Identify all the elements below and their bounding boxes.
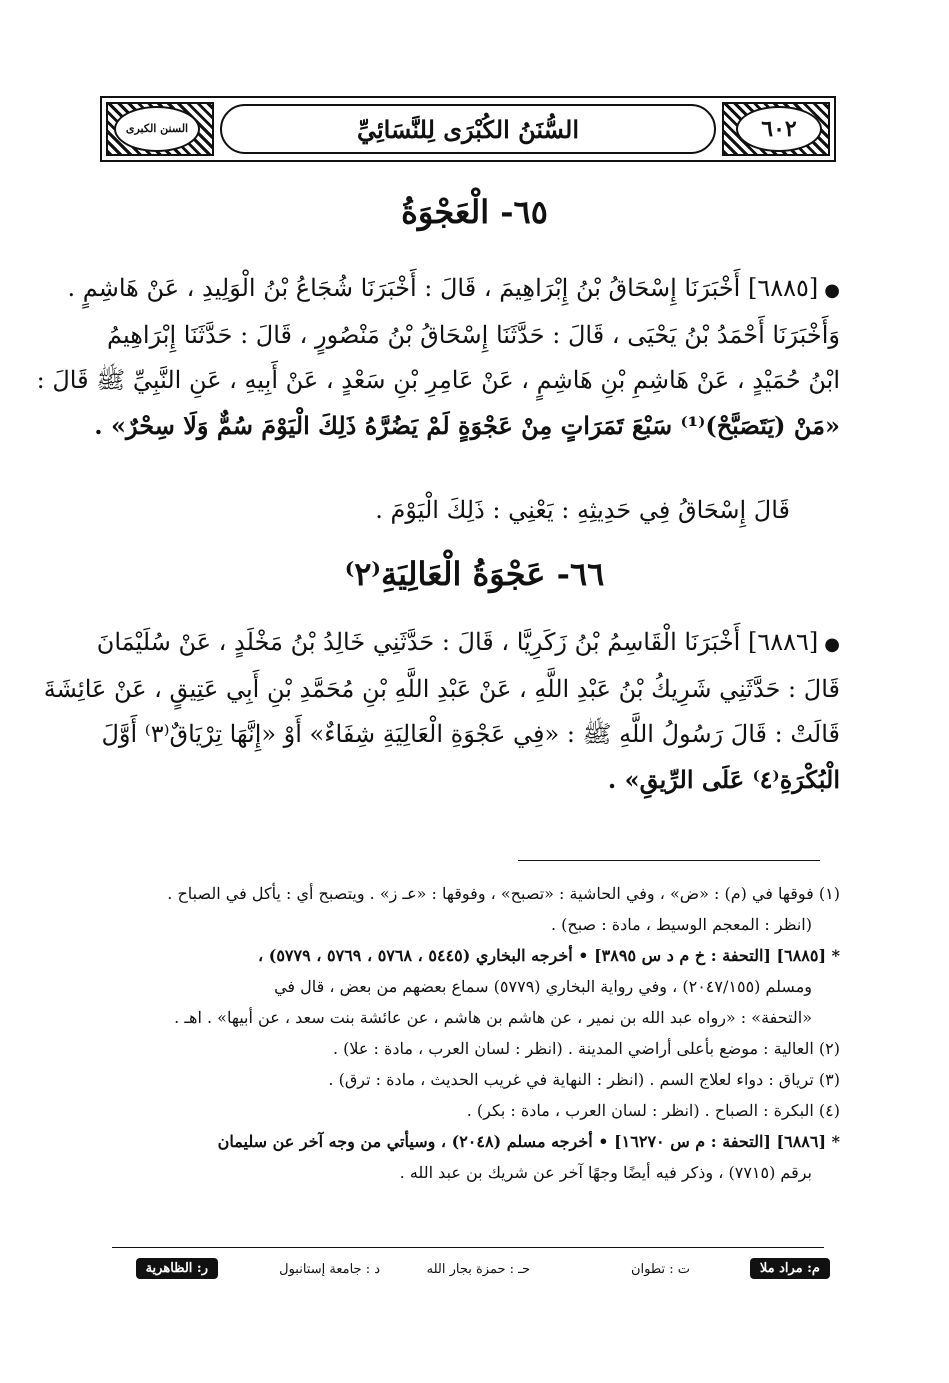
hadith-line: ابْنُ حُمَيْدٍ ، عَنْ هَاشِمِ بْنِ هَاشِمٍ ، عَنْ عَامِرِ بْنِ سَعْدٍ ، عَنْ أَبِيهِ ، عَنِ النَّبِيِّ ﷺ قَالَ : <box>36 366 840 394</box>
footnote-line: * [٦٨٨٥] [التحفة : خ م د س ٣٨٩٥] • أخرجه البخاري (٥٤٤٥ ، ٥٧٦٨ ، ٥٧٦٩ ، ٥٧٧٩) ، <box>258 946 840 965</box>
bullet-icon: ● <box>824 280 840 301</box>
hadith-line: الْبُكْرَةِ⁽٤⁾ عَلَى الرِّيقِ» . <box>607 765 840 794</box>
manuscript-h: حـ : حمزة بجار الله <box>426 1262 530 1277</box>
manuscript-r: ر: الظاهرية <box>136 1258 218 1279</box>
hadith-6886 <box>43 620 840 802</box>
footer-separator <box>112 1247 824 1248</box>
manuscript-d: د : جامعة إستانبول <box>279 1262 380 1277</box>
hadith-line: قَالَ : حَدَّثَنِي شَرِيكُ بْنُ عَبْدِ اللَّهِ ، عَنْ عَبْدِ اللَّهِ بْنِ مُحَمَّدِ بْنِ أَبِي عَتِيقٍ ، عَنْ عَائِشَةَ <box>43 675 840 703</box>
footnotes <box>110 878 840 1188</box>
book-title: السُّنَنُ الكُبْرَى لِلنَّسَائِيِّ <box>220 104 716 154</box>
page-number: ٦٠٢ <box>736 106 822 152</box>
manuscript-t: ت : تطوان <box>630 1262 690 1277</box>
footnote-line: «التحفة» : «رواه عبد الله بن نمير ، عن هاشم بن هاشم ، عن عائشة بنت سعد ، عن أبيها» . اهـ . <box>174 1008 812 1027</box>
footnote-line: (٢) العالية : موضع بأعلى أراضي المدينة . (انظر : لسان العرب ، مادة : علا) . <box>332 1039 840 1058</box>
hadith-line: قَالَتْ : قَالَ رَسُولُ اللَّهِ ﷺ : «فِي عَجْوَةِ الْعَالِيَةِ شِفَاءٌ» أَوْ «إِنَّهَا تِرْيَاقٌ⁽٣⁾ أَوَّلَ <box>101 720 840 748</box>
footnote-line: * [٦٨٨٦] [التحفة : م س ١٦٢٧٠] • أخرجه مسلم (٢٠٤٨) ، وسيأتي من وجه آخر عن سليمان <box>217 1132 840 1151</box>
hadith-comment: قَالَ إِسْحَاقُ فِي حَدِيثِهِ : يَعْنِي : ذَلِكَ الْيَوْمَ . <box>375 496 790 524</box>
chapter-heading-66: ٦٦- عَجْوَةُ الْعَالِيَةِ⁽٢⁾ <box>344 555 605 593</box>
footnote-line: (٤) البكرة : الصباح . (انظر : لسان العرب ، مادة : بكر) . <box>466 1101 840 1120</box>
bullet-icon: ● <box>824 634 840 655</box>
page-header <box>100 96 836 162</box>
manuscript-m: م: مراد ملا <box>750 1258 830 1279</box>
book-seal: السنن الكبرى <box>114 106 200 152</box>
manuscript-key <box>110 1256 830 1288</box>
chapter-heading-65: ٦٥- الْعَجْوَةُ <box>401 193 548 231</box>
hadith-line: ●[٦٨٨٦] أَخْبَرَنَا الْقَاسِمُ بْنُ زَكَرِيَّا ، قَالَ : حَدَّثَنِي خَالِدُ بْنُ مَخْلَدٍ ، عَنْ سُلَيْمَانَ <box>96 628 840 656</box>
hadith-line: وَأَخْبَرَنَا أَحْمَدُ بْنُ يَحْيَى ، قَالَ : حَدَّثَنَا إِسْحَاقُ بْنُ مَنْصُورٍ ، قَالَ : حَدَّثَنَا إِبْرَاهِيمُ <box>107 321 840 349</box>
hadith-matn: «مَنْ (يَتَصَبَّحْ)⁽¹⁾ سَبْعَ تَمَرَاتٍ مِنْ عَجْوَةٍ لَمْ يَضُرَّهُ ذَلِكَ الْيَوْمَ سُمٌّ وَلَا سِحْرٌ» . <box>94 411 840 440</box>
hadith-line: ●[٦٨٨٥] أَخْبَرَنَا إِسْحَاقُ بْنُ إِبْرَاهِيمَ ، قَالَ : أَخْبَرَنَا شُجَاعُ بْنُ الْوَلِيدِ ، عَنْ هَاشِمٍ . <box>67 274 840 302</box>
footnote-line: (انظر : المعجم الوسيط ، مادة : صبح) . <box>550 915 812 934</box>
footnote-line: (٣) ترياق : دواء لعلاج السم . (انظر : النهاية في غريب الحديث ، مادة : ترق) . <box>328 1070 840 1089</box>
hadith-6885 <box>36 266 840 448</box>
footnote-separator <box>518 860 820 861</box>
footnote-line: (١) فوقها في (م) : «ض» ، وفي الحاشية : «تصبح» ، وفوقها : «عـ ز» . ويتصبح أي : يأكل في الصباح . <box>167 884 840 903</box>
footnote-line: برقم (٧٧١٥) ، وذكر فيه أيضًا وجهًا آخر عن شريك بن عبد الله . <box>399 1163 812 1182</box>
footnote-line: ومسلم (٢٠٤٧/١٥٥) ، وفي رواية البخاري (٥٧٧٩) سماع بعضهم من بعض ، قال في <box>274 977 812 996</box>
